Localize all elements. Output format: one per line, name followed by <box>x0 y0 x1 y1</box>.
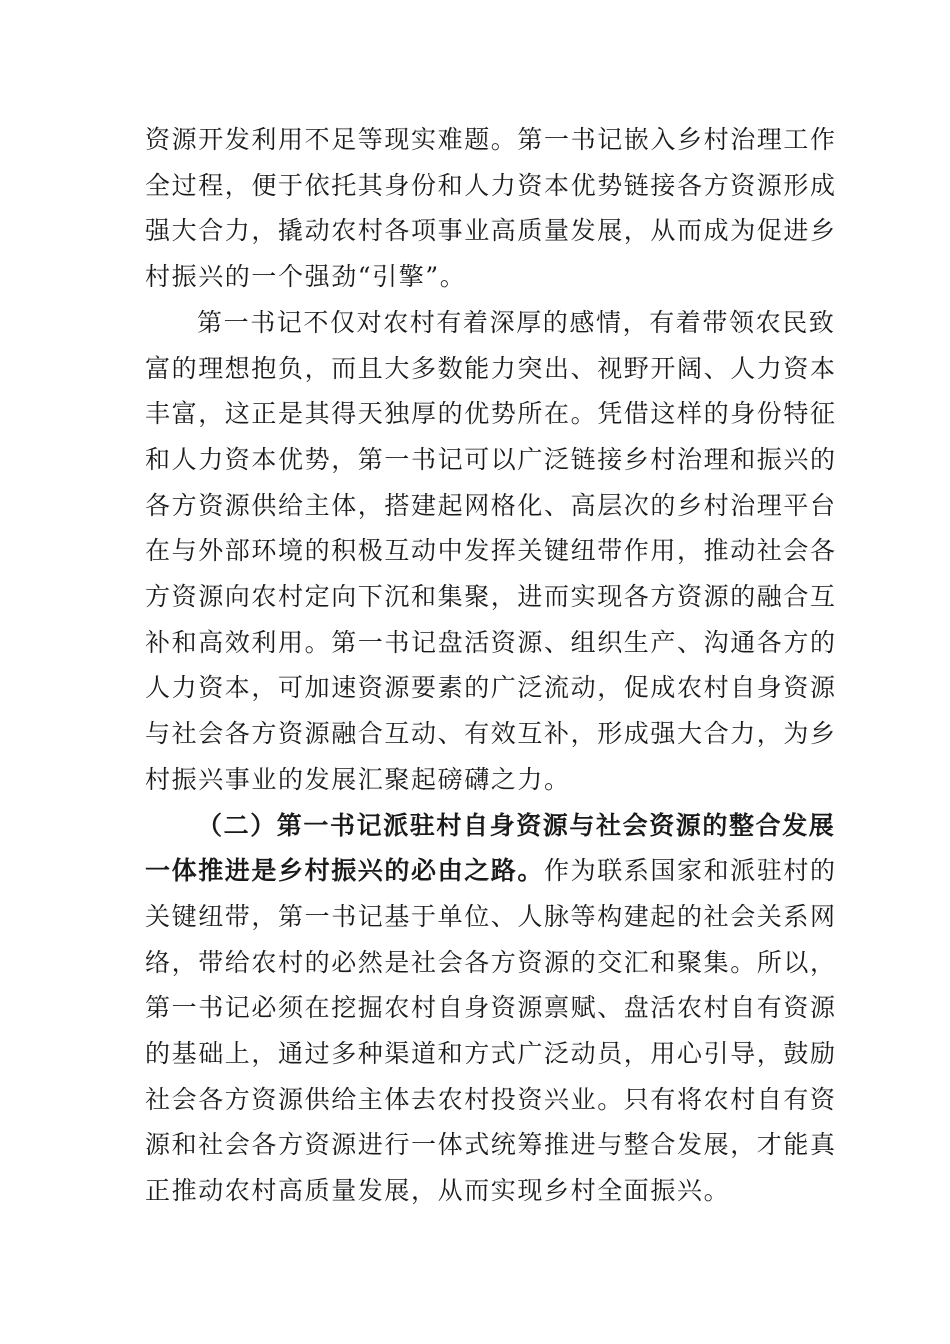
paragraph-2 <box>145 300 837 803</box>
document-body <box>145 117 837 1214</box>
paragraph-3-line-6: 的基础上，通过多种渠道和方式广泛动员，用心引导，鼓励 <box>145 1039 837 1069</box>
paragraph-1-line-1: 资源开发利用不足等现实难题。第一书记嵌入乡村治理工作 <box>145 125 837 154</box>
paragraph-1 <box>145 117 837 300</box>
paragraph-2-line-1: 第一书记不仅对农村有着深厚的感情，有着带领农民致 <box>197 307 836 337</box>
paragraph-2-line-5: 各方资源供给主体，搭建起网格化、高层次的乡村治理平台 <box>145 490 837 520</box>
section-heading-line-2: 一体推进是乡村振兴的必由之路。 <box>145 856 545 886</box>
section-heading-line-1: （二）第一书记派驻村自身资源与社会资源的整合发展 <box>197 810 836 840</box>
paragraph-2-line-11: 村振兴事业的发展汇聚起磅礴之力。 <box>145 764 571 794</box>
paragraph-2-line-2: 富的理想抱负，而且大多数能力突出、视野开阔、人力资本 <box>145 353 837 383</box>
paragraph-3-line-8: 源和社会各方资源进行一体式统筹推进与整合发展，才能真 <box>145 1130 837 1160</box>
paragraph-1-line-2: 全过程，便于依托其身份和人力资本优势链接各方资源形成 <box>145 170 837 200</box>
paragraph-3-line-4: 络，带给农村的必然是社会各方资源的交汇和聚集。所以， <box>145 947 837 977</box>
paragraph-2-line-7: 方资源向农村定向下沉和集聚，进而实现各方资源的融合互 <box>145 582 837 612</box>
paragraph-3 <box>145 803 837 1214</box>
paragraph-2-line-8: 补和高效利用。第一书记盘活资源、组织生产、沟通各方的 <box>145 627 837 657</box>
paragraph-2-line-10: 与社会各方资源融合互动、有效互补，形成强大合力，为乡 <box>145 719 837 749</box>
paragraph-2-line-9: 人力资本，可加速资源要素的广泛流动，促成农村自身资源 <box>145 673 837 703</box>
paragraph-3-line-3: 关键纽带，第一书记基于单位、人脉等构建起的社会关系网 <box>145 901 837 931</box>
paragraph-2-line-3: 丰富，这正是其得天独厚的优势所在。凭借这样的身份特征 <box>145 399 837 429</box>
paragraph-3-line-9: 正推动农村高质量发展，从而实现乡村全面振兴。 <box>145 1176 731 1206</box>
paragraph-3-line-2 <box>145 848 837 894</box>
paragraph-3-line-7: 社会各方资源供给主体去农村投资兴业。只有将农村自有资 <box>145 1084 837 1114</box>
paragraph-2-line-4: 和人力资本优势，第一书记可以广泛链接乡村治理和振兴的 <box>145 444 837 474</box>
paragraph-3-line-2-rest: 作为联系国家和派驻村的 <box>544 856 837 886</box>
paragraph-2-line-6: 在与外部环境的积极互动中发挥关键纽带作用，推动社会各 <box>145 536 837 566</box>
paragraph-1-line-3: 强大合力，撬动农村各项事业高质量发展，从而成为促进乡 <box>145 216 837 246</box>
paragraph-1-line-4: 村振兴的一个强劲“引擎”。 <box>145 262 467 292</box>
paragraph-3-line-5: 第一书记必须在挖掘农村自身资源禀赋、盘活农村自有资源 <box>145 993 837 1023</box>
